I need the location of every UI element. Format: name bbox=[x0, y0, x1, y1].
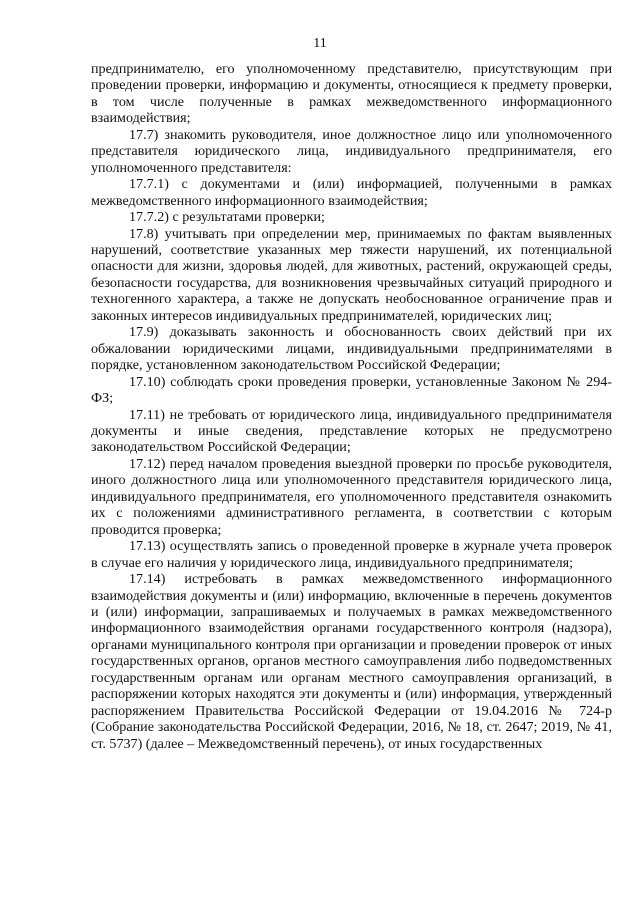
paragraph-17-9: 17.9) доказывать законность и обоснованность своих действий при их обжаловании юридическими лицами, индивидуальными предпринимателями в порядке, установленном законодательством Российской Федерации; bbox=[91, 324, 612, 374]
paragraph-17-11: 17.11) не требовать от юридического лица, индивидуального предпринимателя документы и иные сведения, представление которых не предусмотрено законодательством Российской Федерации; bbox=[91, 406, 612, 456]
paragraph-17-12: 17.12) перед началом проведения выездной проверки по просьбе руководителя, иного должностного лица или уполномоченного представителя юридического лица, индивидуального предпринимателя, его уполномоченного представителя ознакомить их с положениями административного регламента, в соответствии с которым проводится проверка; bbox=[91, 455, 612, 538]
paragraph-17-8: 17.8) учитывать при определении мер, принимаемых по фактам выявленных нарушений, соответствие указанных мер тяжести нарушений, их потенциальной опасности для жизни, здоровья людей, для животных, растений, окружающей среды, безопасности государства, для возникновения чрезвычайных ситуаций природного и техногенного характера, а также не допускать необоснованное ограничение прав и законных интересов индивидуальных предпринимателей, юридических лиц; bbox=[91, 225, 612, 324]
paragraph-17-13: 17.13) осуществлять запись о проведенной проверке в журнале учета проверок в случае его наличия у юридического лица, индивидуального предпринимателя; bbox=[91, 538, 612, 571]
paragraph-17-14: 17.14) истребовать в рамках межведомственного информационного взаимодействия документы и (или) информацию, включенные в перечень документов и (или) информации, запрашиваемых и получаемых в рамках межведомственного информационного взаимодействия органами государственного контроля (надзора), органами муниципального контроля при организации и проведении проверок от иных государственных органов, органов местного самоуправления либо подведомственных государственным органам или органам местного самоуправления организаций, в распоряжении которых находятся эти документы и (или) информация, утвержденный распоряжением Правительства Российской Федерации от 19.04.2016 № 724-р (Собрание законодательства Российской Федерации, 2016, № 18, ст. 2647; 2019, № 41, ст. 5737) (далее – Межведомственный перечень), от иных государственных bbox=[91, 571, 612, 752]
page-number: 11 bbox=[313, 36, 327, 51]
paragraph-17-7-2: 17.7.2) с результатами проверки; bbox=[129, 209, 325, 226]
paragraph-17-10: 17.10) соблюдать сроки проведения проверки, установленные Законом № 294-ФЗ; bbox=[91, 373, 612, 407]
paragraph-continuation: предпринимателю, его уполномоченному представителю, присутствующим при проведении проверки, информацию и документы, относящиеся к предмету проверки, в том числе полученные в рамках межведомственного информационного взаимодействия; bbox=[91, 61, 612, 127]
document-body bbox=[91, 61, 612, 752]
paragraph-17-7: 17.7) знакомить руководителя, иное должностное лицо или уполномоченного представителя юридического лица, индивидуального предпринимателя, его уполномоченного представителя: bbox=[91, 126, 612, 176]
paragraph-17-7-1: 17.7.1) с документами и (или) информацией, полученными в рамках межведомственного информационного взаимодействия; bbox=[91, 176, 612, 209]
